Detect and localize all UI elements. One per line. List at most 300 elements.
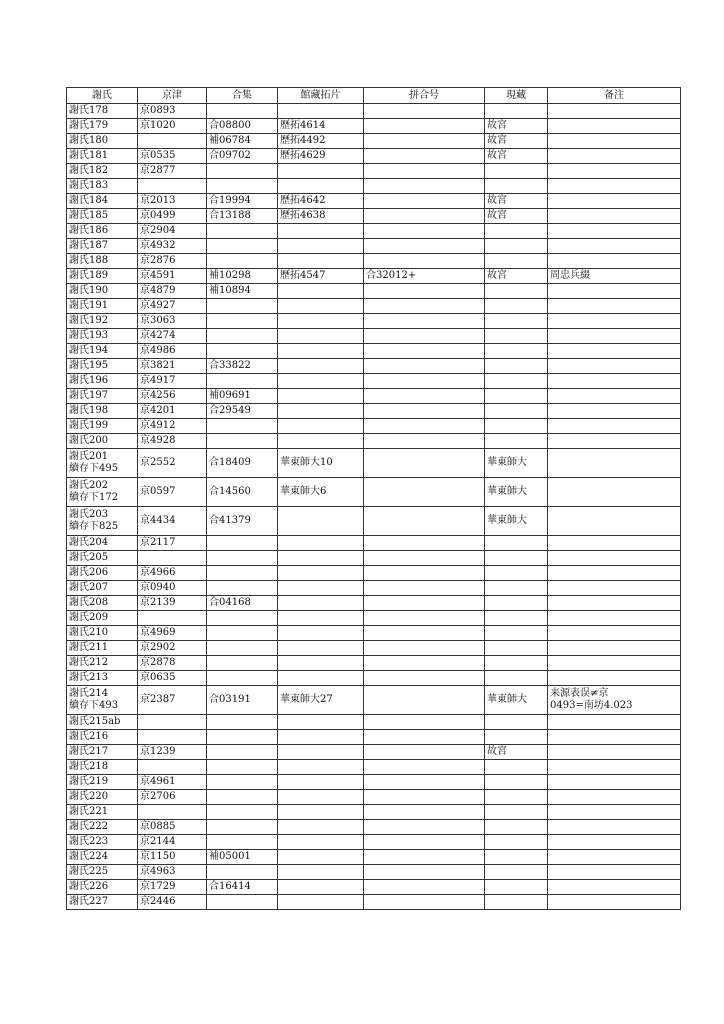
cell-beizhu	[548, 581, 681, 596]
table-row	[67, 551, 681, 566]
cell-xieshi: 謝氏226	[67, 880, 138, 895]
cell-pinhe-hao	[364, 434, 485, 449]
cell-guancang-tapian	[278, 611, 364, 626]
cell-jingjin: 京0499	[138, 209, 207, 224]
cell-guancang-tapian	[278, 254, 364, 269]
table-row	[67, 434, 681, 449]
cell-beizhu	[548, 745, 681, 760]
table-row	[67, 449, 681, 478]
cell-heji: 合41379	[207, 507, 278, 536]
cell-xieshi: 謝氏211	[67, 641, 138, 656]
cell-xiancang	[485, 179, 548, 194]
cell-heji	[207, 419, 278, 434]
cell-xiancang	[485, 434, 548, 449]
table-row	[67, 119, 681, 134]
cell-jingjin: 京2144	[138, 835, 207, 850]
table-row	[67, 344, 681, 359]
cell-jingjin: 京2876	[138, 254, 207, 269]
cell-pinhe-hao	[364, 566, 485, 581]
cell-pinhe-hao	[364, 374, 485, 389]
cell-guancang-tapian	[278, 656, 364, 671]
cell-xieshi	[67, 686, 138, 715]
cell-jingjin: 京4927	[138, 299, 207, 314]
cell-xiancang	[485, 626, 548, 641]
cell-jingjin: 京2706	[138, 790, 207, 805]
cell-pinhe-hao	[364, 865, 485, 880]
table-row	[67, 895, 681, 910]
cell-heji	[207, 641, 278, 656]
cell-xieshi: 謝氏178	[67, 104, 138, 119]
cell-xieshi: 謝氏180	[67, 134, 138, 149]
cell-pinhe-hao	[364, 730, 485, 745]
table-row	[67, 224, 681, 239]
cell-pinhe-hao	[364, 835, 485, 850]
cell-xieshi: 謝氏200	[67, 434, 138, 449]
cell-beizhu	[548, 449, 681, 478]
table-row	[67, 596, 681, 611]
cell-xieshi: 謝氏195	[67, 359, 138, 374]
cell-pinhe-hao	[364, 775, 485, 790]
cell-heji: 補05001	[207, 850, 278, 865]
cell-guancang-tapian: 華東師大27	[278, 686, 364, 715]
cell-jingjin	[138, 134, 207, 149]
cell-xiancang	[485, 865, 548, 880]
cell-xieshi: 謝氏198	[67, 404, 138, 419]
table-row	[67, 566, 681, 581]
cell-pinhe-hao	[364, 164, 485, 179]
cell-beizhu	[548, 389, 681, 404]
cell-pinhe-hao	[364, 299, 485, 314]
cell-heji: 補06784	[207, 134, 278, 149]
cell-xiancang	[485, 820, 548, 835]
header-xiancang: 現藏	[485, 88, 548, 104]
cell-xieshi: 謝氏181	[67, 149, 138, 164]
cell-xieshi: 謝氏215ab	[67, 715, 138, 730]
cell-heji	[207, 329, 278, 344]
cell-beizhu	[548, 224, 681, 239]
cell-pinhe-hao	[364, 880, 485, 895]
cell-jingjin	[138, 760, 207, 775]
cell-pinhe-hao	[364, 536, 485, 551]
cell-xieshi: 謝氏227	[67, 895, 138, 910]
cell-beizhu	[548, 895, 681, 910]
cell-pinhe-hao	[364, 850, 485, 865]
cell-jingjin: 京2878	[138, 656, 207, 671]
cell-heji	[207, 344, 278, 359]
cell-guancang-tapian: 華東師大10	[278, 449, 364, 478]
cell-xieshi: 謝氏209	[67, 611, 138, 626]
cell-beizhu: 周忠兵綴	[548, 269, 681, 284]
cell-pinhe-hao	[364, 820, 485, 835]
cell-pinhe-hao	[364, 745, 485, 760]
cell-heji: 合19994	[207, 194, 278, 209]
cell-xieshi: 謝氏219	[67, 775, 138, 790]
cell-pinhe-hao	[364, 686, 485, 715]
cell-jingjin: 京4969	[138, 626, 207, 641]
cell-xiancang	[485, 760, 548, 775]
cell-guancang-tapian	[278, 895, 364, 910]
cell-jingjin: 京2013	[138, 194, 207, 209]
cell-xieshi: 謝氏212	[67, 656, 138, 671]
table-row	[67, 299, 681, 314]
cell-guancang-tapian	[278, 224, 364, 239]
cell-xiancang: 故宮	[485, 149, 548, 164]
cell-jingjin	[138, 715, 207, 730]
cell-jingjin	[138, 551, 207, 566]
cell-xiancang	[485, 359, 548, 374]
cell-guancang-tapian: 歷拓4614	[278, 119, 364, 134]
cell-guancang-tapian	[278, 104, 364, 119]
cell-guancang-tapian	[278, 865, 364, 880]
cell-xiancang: 故宮	[485, 745, 548, 760]
table-row	[67, 404, 681, 419]
cell-pinhe-hao	[364, 790, 485, 805]
cell-heji	[207, 104, 278, 119]
cell-pinhe-hao	[364, 626, 485, 641]
table-row	[67, 374, 681, 389]
cell-guancang-tapian	[278, 715, 364, 730]
cell-line: 謝氏202	[69, 480, 109, 491]
cell-line: 續存下172	[69, 492, 119, 503]
table-row	[67, 745, 681, 760]
cell-heji: 補09691	[207, 389, 278, 404]
cell-xiancang	[485, 596, 548, 611]
table-row	[67, 507, 681, 536]
cell-heji: 合29549	[207, 404, 278, 419]
cell-beizhu	[548, 344, 681, 359]
cell-jingjin: 京3063	[138, 314, 207, 329]
table-row	[67, 611, 681, 626]
cell-guancang-tapian	[278, 566, 364, 581]
cell-pinhe-hao	[364, 149, 485, 164]
cell-jingjin: 京3821	[138, 359, 207, 374]
cell-beizhu	[548, 865, 681, 880]
table-row	[67, 194, 681, 209]
cell-jingjin: 京0940	[138, 581, 207, 596]
cell-xiancang	[485, 835, 548, 850]
cell-heji	[207, 434, 278, 449]
cell-beizhu	[548, 820, 681, 835]
cell-heji	[207, 254, 278, 269]
cell-heji: 補10894	[207, 284, 278, 299]
cell-guancang-tapian	[278, 671, 364, 686]
cell-xieshi: 謝氏186	[67, 224, 138, 239]
cell-pinhe-hao	[364, 254, 485, 269]
cell-beizhu	[548, 835, 681, 850]
cell-xiancang	[485, 254, 548, 269]
cell-beizhu	[548, 284, 681, 299]
table-row	[67, 581, 681, 596]
cell-line: 謝氏201	[69, 451, 109, 462]
cell-xieshi: 謝氏225	[67, 865, 138, 880]
cell-jingjin	[138, 805, 207, 820]
table-body	[67, 104, 681, 910]
cell-xiancang	[485, 329, 548, 344]
cell-jingjin: 京2446	[138, 895, 207, 910]
cell-beizhu	[548, 119, 681, 134]
cell-beizhu	[548, 671, 681, 686]
cell-guancang-tapian	[278, 359, 364, 374]
cell-jingjin: 京4434	[138, 507, 207, 536]
cell-jingjin: 京0885	[138, 820, 207, 835]
cell-beizhu	[548, 507, 681, 536]
cell-beizhu	[548, 686, 681, 715]
cell-xieshi: 謝氏220	[67, 790, 138, 805]
table-row	[67, 850, 681, 865]
table-row	[67, 865, 681, 880]
cell-xiancang	[485, 581, 548, 596]
cell-xiancang	[485, 790, 548, 805]
cell-guancang-tapian	[278, 404, 364, 419]
cell-jingjin: 京2552	[138, 449, 207, 478]
cell-pinhe-hao	[364, 344, 485, 359]
cell-beizhu	[548, 104, 681, 119]
cell-xieshi: 謝氏224	[67, 850, 138, 865]
cell-guancang-tapian	[278, 820, 364, 835]
cell-jingjin: 京0635	[138, 671, 207, 686]
cell-xiancang	[485, 344, 548, 359]
cell-guancang-tapian	[278, 344, 364, 359]
table-row	[67, 239, 681, 254]
cell-pinhe-hao	[364, 656, 485, 671]
cell-xieshi	[67, 449, 138, 478]
cell-heji	[207, 730, 278, 745]
cell-jingjin: 京4274	[138, 329, 207, 344]
cell-heji	[207, 775, 278, 790]
cell-heji	[207, 164, 278, 179]
cell-beizhu	[548, 434, 681, 449]
cell-xieshi: 謝氏188	[67, 254, 138, 269]
cell-heji: 合03191	[207, 686, 278, 715]
cell-beizhu	[548, 314, 681, 329]
table-row	[67, 805, 681, 820]
header-heji: 合集	[207, 88, 278, 104]
cell-jingjin: 京4966	[138, 566, 207, 581]
cell-xiancang	[485, 775, 548, 790]
table-row	[67, 715, 681, 730]
cell-pinhe-hao	[364, 209, 485, 224]
cell-xieshi: 謝氏213	[67, 671, 138, 686]
cell-beizhu	[548, 850, 681, 865]
cell-xieshi	[67, 478, 138, 507]
cell-xiancang: 故宮	[485, 209, 548, 224]
cell-xiancang	[485, 611, 548, 626]
table-row	[67, 284, 681, 299]
cell-jingjin: 京4961	[138, 775, 207, 790]
cell-heji: 合04168	[207, 596, 278, 611]
cell-jingjin: 京1150	[138, 850, 207, 865]
table-row	[67, 134, 681, 149]
cell-xiancang	[485, 895, 548, 910]
cell-pinhe-hao	[364, 715, 485, 730]
table-row	[67, 641, 681, 656]
cell-xieshi: 謝氏194	[67, 344, 138, 359]
cell-xieshi: 謝氏207	[67, 581, 138, 596]
cell-guancang-tapian: 歷拓4547	[278, 269, 364, 284]
cell-heji: 補10298	[207, 269, 278, 284]
cell-heji	[207, 835, 278, 850]
cell-guancang-tapian	[278, 581, 364, 596]
cell-line: 謝氏203	[69, 509, 109, 520]
cell-xiancang	[485, 284, 548, 299]
cell-guancang-tapian	[278, 329, 364, 344]
cell-jingjin: 京2387	[138, 686, 207, 715]
cell-heji	[207, 715, 278, 730]
cell-guancang-tapian	[278, 374, 364, 389]
cell-pinhe-hao	[364, 179, 485, 194]
table-row	[67, 314, 681, 329]
cell-xiancang: 故宮	[485, 194, 548, 209]
cell-guancang-tapian: 歷拓4642	[278, 194, 364, 209]
cell-jingjin: 京2902	[138, 641, 207, 656]
cell-guancang-tapian	[278, 551, 364, 566]
cell-pinhe-hao	[364, 419, 485, 434]
cell-xiancang: 故宮	[485, 134, 548, 149]
table-header-row	[67, 88, 681, 104]
cell-pinhe-hao	[364, 104, 485, 119]
cell-beizhu	[548, 656, 681, 671]
cell-heji: 合33822	[207, 359, 278, 374]
cell-heji	[207, 239, 278, 254]
cell-xieshi: 謝氏205	[67, 551, 138, 566]
cell-pinhe-hao	[364, 389, 485, 404]
cell-xieshi: 謝氏184	[67, 194, 138, 209]
cell-pinhe-hao	[364, 671, 485, 686]
table-row	[67, 359, 681, 374]
cell-heji	[207, 551, 278, 566]
cell-xiancang	[485, 389, 548, 404]
cell-xiancang: 華東師大	[485, 449, 548, 478]
table-row	[67, 104, 681, 119]
cell-jingjin: 京4963	[138, 865, 207, 880]
cell-xieshi	[67, 507, 138, 536]
cell-line: 0493=南坊4.023	[550, 700, 633, 711]
header-pinhe-hao: 拼合号	[364, 88, 485, 104]
cell-jingjin: 京0893	[138, 104, 207, 119]
cell-heji	[207, 805, 278, 820]
cell-beizhu	[548, 374, 681, 389]
cell-heji	[207, 581, 278, 596]
cell-xiancang	[485, 239, 548, 254]
cell-jingjin: 京2139	[138, 596, 207, 611]
cell-pinhe-hao	[364, 314, 485, 329]
cell-heji	[207, 671, 278, 686]
cell-xieshi: 謝氏218	[67, 760, 138, 775]
cell-heji: 合14560	[207, 478, 278, 507]
cell-xieshi: 謝氏223	[67, 835, 138, 850]
cell-guancang-tapian	[278, 507, 364, 536]
cell-beizhu	[548, 134, 681, 149]
cell-jingjin: 京4917	[138, 374, 207, 389]
cell-beizhu	[548, 239, 681, 254]
cell-guancang-tapian	[278, 284, 364, 299]
table-row	[67, 149, 681, 164]
header-xieshi: 謝氏	[67, 88, 138, 104]
table-row	[67, 760, 681, 775]
table-row	[67, 329, 681, 344]
cell-beizhu	[548, 404, 681, 419]
cell-heji	[207, 374, 278, 389]
cell-beizhu	[548, 194, 681, 209]
cell-heji	[207, 566, 278, 581]
cell-beizhu	[548, 299, 681, 314]
cell-jingjin: 京2117	[138, 536, 207, 551]
table-row	[67, 164, 681, 179]
cell-pinhe-hao	[364, 581, 485, 596]
cell-xieshi: 謝氏197	[67, 389, 138, 404]
cell-beizhu	[548, 880, 681, 895]
cell-guancang-tapian	[278, 880, 364, 895]
cell-guancang-tapian	[278, 775, 364, 790]
cell-xiancang	[485, 850, 548, 865]
cell-xiancang	[485, 880, 548, 895]
cell-xiancang	[485, 224, 548, 239]
cell-beizhu	[548, 641, 681, 656]
cell-pinhe-hao	[364, 641, 485, 656]
cell-jingjin	[138, 611, 207, 626]
cell-heji: 合13188	[207, 209, 278, 224]
cell-guancang-tapian	[278, 835, 364, 850]
cell-xiancang	[485, 715, 548, 730]
table-row	[67, 209, 681, 224]
table-row	[67, 686, 681, 715]
catalog-table	[66, 87, 681, 910]
cell-pinhe-hao	[364, 551, 485, 566]
cell-beizhu	[548, 478, 681, 507]
cell-xieshi: 謝氏217	[67, 745, 138, 760]
cell-guancang-tapian: 歷拓4629	[278, 149, 364, 164]
cell-pinhe-hao	[364, 224, 485, 239]
cell-beizhu	[548, 805, 681, 820]
cell-heji	[207, 865, 278, 880]
cell-xieshi: 謝氏199	[67, 419, 138, 434]
cell-pinhe-hao	[364, 478, 485, 507]
cell-xiancang	[485, 314, 548, 329]
cell-beizhu	[548, 790, 681, 805]
cell-heji	[207, 626, 278, 641]
cell-beizhu	[548, 760, 681, 775]
cell-xieshi: 謝氏208	[67, 596, 138, 611]
table-row	[67, 775, 681, 790]
cell-guancang-tapian: 歷拓4492	[278, 134, 364, 149]
cell-beizhu	[548, 730, 681, 745]
cell-xieshi: 謝氏221	[67, 805, 138, 820]
cell-xieshi: 謝氏179	[67, 119, 138, 134]
cell-heji	[207, 224, 278, 239]
cell-beizhu	[548, 254, 681, 269]
cell-xieshi: 謝氏204	[67, 536, 138, 551]
cell-pinhe-hao: 合32012+	[364, 269, 485, 284]
cell-line: 續存下493	[69, 700, 119, 711]
cell-guancang-tapian	[278, 730, 364, 745]
cell-guancang-tapian	[278, 179, 364, 194]
cell-pinhe-hao	[364, 239, 485, 254]
cell-jingjin: 京4928	[138, 434, 207, 449]
cell-guancang-tapian	[278, 626, 364, 641]
cell-beizhu	[548, 611, 681, 626]
cell-pinhe-hao	[364, 134, 485, 149]
cell-guancang-tapian	[278, 596, 364, 611]
cell-line: 来源表误≠京	[550, 688, 609, 699]
cell-line: 續存下825	[69, 521, 119, 532]
cell-xiancang	[485, 404, 548, 419]
cell-heji	[207, 314, 278, 329]
cell-xiancang: 故宮	[485, 119, 548, 134]
cell-pinhe-hao	[364, 611, 485, 626]
table-row	[67, 671, 681, 686]
table-row	[67, 389, 681, 404]
cell-heji	[207, 820, 278, 835]
